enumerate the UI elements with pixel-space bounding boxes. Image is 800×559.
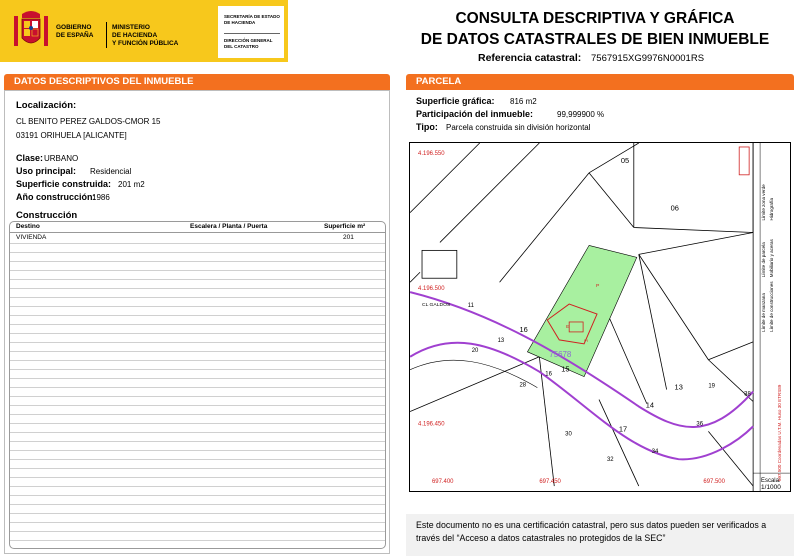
table-row (10, 279, 385, 280)
parcel-code: 75678 (549, 349, 572, 359)
scale-label: Escala: (761, 478, 781, 485)
table-row (10, 414, 385, 415)
notice-line-1: Este documento no es una certificación catastral, pero sus datos pueden ser verificados a (416, 520, 767, 530)
street-number-16: 16 (545, 371, 552, 378)
table-row (10, 441, 385, 442)
building-label: E (566, 324, 570, 330)
class-label: Clase: (16, 153, 44, 163)
street-number-36: 36 (696, 421, 704, 428)
table-cell-destination: VIVIENDA (16, 234, 47, 241)
table-row (10, 315, 385, 316)
street-number-34: 34 (651, 449, 659, 456)
legend-coordinates: 697.500 Coordenadas U.T.M. Huso 30 ETRS89 (776, 384, 782, 482)
parcel-id-13: 13 (674, 382, 683, 392)
table-row (10, 261, 385, 262)
table-row (10, 459, 385, 460)
coord-mid: 4.196.500 (418, 286, 445, 293)
ministry-name: MINISTERIO DE HACIENDA Y FUNCIÓN PÚBLICA (112, 24, 179, 47)
logo-divider (106, 22, 107, 48)
street-number-28: 28 (519, 382, 527, 389)
table-row (10, 288, 385, 289)
scale-value: 1/1000 (761, 484, 781, 492)
construction-table (9, 221, 386, 549)
north-arrow-icon (739, 147, 749, 175)
table-row (10, 297, 385, 298)
street-number-32: 32 (606, 457, 614, 464)
graphic-area-value: 816 m2 (510, 97, 537, 106)
street-number-11: 11 (467, 303, 474, 310)
table-row (10, 306, 385, 307)
cadastral-map (409, 142, 791, 492)
table-cell-area: 201 (343, 234, 354, 241)
map-legend (761, 184, 782, 481)
table-row (10, 468, 385, 469)
table-row (10, 252, 385, 253)
street-number-38: 38 (744, 391, 751, 398)
table-row (10, 423, 385, 424)
legend-green-zone: Límite zona verde (761, 184, 767, 221)
secretariat-name: SECRETARÍA DE ESTADO DE HACIENDA (224, 14, 280, 25)
cadastral-reference-value: 7567915XG9976N0001RS (591, 53, 705, 64)
table-row (10, 513, 385, 514)
notice-line-2: través del “Acceso a datos catastrales no protegidos de la SEC” (416, 533, 666, 543)
coord-x3: 697.500 (703, 479, 725, 486)
table-row (10, 324, 385, 325)
table-row (10, 540, 385, 541)
participation-label: Participación del inmueble: (416, 109, 534, 119)
table-row (10, 360, 385, 361)
parcel-id-06: 06 (670, 203, 679, 213)
class-value: URBANO (44, 154, 79, 163)
table-row (10, 504, 385, 505)
legend-hydrography: Hidrografía (769, 197, 775, 221)
disclaimer-notice (406, 514, 794, 556)
coat-of-arms-icon (12, 8, 50, 54)
table-row (10, 387, 385, 388)
table-row (10, 396, 385, 397)
cadastral-reference-label: Referencia catastral: (478, 52, 582, 64)
table-row (10, 477, 385, 478)
legend-furniture: Mobiliario y aceras (769, 239, 775, 278)
table-row (10, 333, 385, 334)
table-row (10, 432, 385, 433)
parcel-id-17: 17 (618, 424, 628, 434)
table-row (10, 342, 385, 343)
secretariat-divider (224, 33, 280, 34)
street-number-30: 30 (565, 431, 572, 438)
legend-parcel-limit: Límite de parcela (761, 242, 767, 278)
address-line-1: CL BENITO PEREZ GALDOS-CMOR 15 (16, 117, 161, 126)
parcel-header: PARCELA (406, 74, 794, 90)
street-number-19: 19 (708, 383, 716, 390)
parcel-id-05: 05 (620, 155, 630, 165)
table-row (10, 378, 385, 379)
construction-year-label: Año construcción: (16, 192, 96, 202)
pool-label: PI (584, 337, 588, 343)
table-header-area: Superficie m² (324, 223, 366, 230)
table-row (10, 351, 385, 352)
parcel-letter: P (596, 284, 600, 290)
table-header-destination: Destino (16, 223, 40, 230)
main-use-label: Uso principal: (16, 166, 77, 176)
street-label: CL GALDOS (422, 303, 451, 309)
participation-value: 99,999900 % (557, 110, 605, 119)
directorate-name: DIRECCIÓN GENERAL DEL CATASTRO (224, 38, 273, 49)
graphic-area-label: Superficie gráfica: (416, 96, 495, 106)
descriptive-data-header: DATOS DESCRIPTIVOS DEL INMUEBLE (4, 74, 390, 90)
table-row (10, 531, 385, 532)
street-number-20: 20 (471, 347, 479, 354)
coord-top: 4.196.550 (418, 150, 445, 157)
table-row (10, 369, 385, 370)
table-row (10, 270, 385, 271)
coord-x1: 697.400 (431, 479, 454, 486)
built-area-value: 201 m2 (118, 180, 145, 189)
parcel-id-16: 16 (519, 324, 528, 334)
neighbour-building (422, 250, 457, 278)
subject-parcel (527, 245, 636, 376)
construction-year-value: 1986 (92, 193, 110, 202)
type-label: Tipo: (416, 122, 438, 132)
table-row (10, 450, 385, 451)
construction-title: Construcción (16, 210, 78, 221)
address-line-2: 03191 ORIHUELA [ALICANTE] (16, 131, 127, 140)
street-kerb (410, 360, 537, 387)
parcel-id-15: 15 (561, 364, 570, 374)
legend-construction-limit: Límite de construcciones (769, 281, 775, 332)
built-area-label: Superficie construida: (16, 179, 112, 189)
legend-block-limit: Límite de manzana (761, 293, 767, 332)
coord-bottom: 4.196.450 (418, 421, 445, 428)
parcel-id-14: 14 (645, 400, 655, 410)
table-header-divider (10, 232, 385, 233)
location-label: Localización: (16, 100, 77, 111)
government-name: GOBIERNO DE ESPAÑA (56, 24, 94, 39)
type-value: Parcela construida sin división horizontal (446, 123, 591, 132)
table-row (10, 486, 385, 487)
table-row (10, 243, 385, 244)
document-title: CONSULTA DESCRIPTIVA Y GRÁFICA DE DATOS CATASTRALES DE BIEN INMUEBLE (420, 10, 770, 48)
table-row (10, 495, 385, 496)
table-row (10, 522, 385, 523)
coord-x2: 697.450 (539, 479, 561, 486)
table-row (10, 405, 385, 406)
main-use-value: Residencial (90, 167, 132, 176)
street-number-13: 13 (497, 337, 505, 344)
table-header-stair-floor-door: Escalera / Planta / Puerta (190, 223, 268, 230)
